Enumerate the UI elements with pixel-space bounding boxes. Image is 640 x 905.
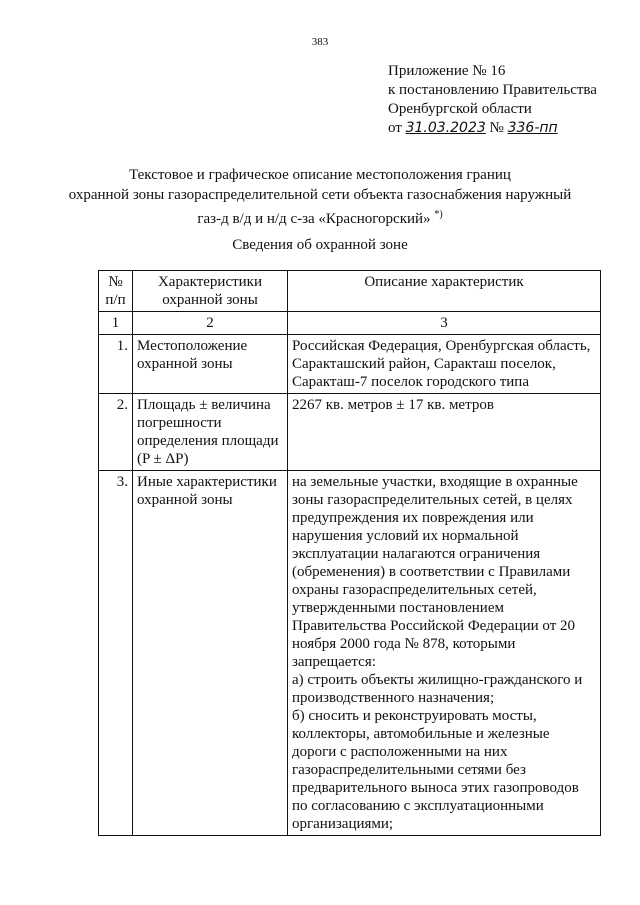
- row-number: 3.: [99, 471, 133, 836]
- number-prefix: №: [489, 120, 504, 136]
- section-subtitle: Сведения об охранной зоне: [232, 237, 408, 253]
- description-paragraph: на земельные участки, входящие в охранные зоны газораспределительных сетей, в целях предупреждения их повреждения или нарушения условий их нормальной эксплуатации налагаются ограничения (обременения) в соответствии с Правилами охраны газораспределительных сетей, утвержденными постановлением Правительства Российской Федерации от 20 ноября 2000 года № 878, которыми запрещается:: [292, 474, 578, 670]
- appendix-header: [388, 62, 597, 138]
- appendix-line-3: Оренбургской области: [388, 101, 532, 117]
- row-number: 1.: [99, 335, 133, 394]
- date-prefix: от: [388, 120, 402, 136]
- row-characteristic: Площадь ± величина погрешности определения площади (P ± ΔP): [133, 394, 288, 471]
- page-number: 383: [311, 36, 329, 48]
- row-description: [288, 394, 601, 471]
- appendix-date-line: [388, 119, 597, 138]
- table-header-row: [99, 271, 601, 312]
- column-number-row: [99, 312, 601, 335]
- handwritten-date: 31.03.2023: [405, 120, 486, 136]
- col-number-2: 2: [133, 312, 288, 335]
- title-line-3-text: газ-д в/д и н/д с-за «Красногорский»: [197, 211, 431, 227]
- col-number-1: 1: [99, 312, 133, 335]
- col-number-3: 3: [288, 312, 601, 335]
- description-paragraph: б) сносить и реконструировать мосты, коллекторы, автомобильные и железные дороги с расположенными на них газораспределительными сетями без предварительного выноса этих газопроводов по согласованию с эксплуатационными организациями;: [292, 708, 579, 832]
- row-description: [288, 335, 601, 394]
- footnote-mark: *): [434, 209, 443, 220]
- table-row: [99, 471, 601, 836]
- appendix-line-2: к постановлению Правительства: [388, 82, 597, 98]
- row-description: [288, 471, 601, 836]
- protection-zone-table: [98, 270, 601, 836]
- document-title: [40, 165, 600, 229]
- row-characteristic: Местоположение охранной зоны: [133, 335, 288, 394]
- header-characteristic: Характеристики охранной зоны: [133, 271, 288, 312]
- description-paragraph: Российская Федерация, Оренбургская область, Саракташский район, Саракташ поселок, Саракташ-7 поселок городского типа: [292, 338, 591, 390]
- title-line-2: охранной зоны газораспределительной сети объекта газоснабжения наружный: [68, 187, 572, 203]
- row-number: 2.: [99, 394, 133, 471]
- appendix-line-1: Приложение № 16: [388, 63, 506, 79]
- title-line-3: [40, 205, 600, 229]
- handwritten-number: 336-пп: [507, 120, 558, 136]
- description-paragraph: а) строить объекты жилищно-гражданского и производственного назначения;: [292, 672, 583, 706]
- table-row: [99, 394, 601, 471]
- title-line-1: Текстовое и графическое описание местоположения границ: [129, 167, 511, 183]
- header-number: № п/п: [99, 271, 133, 312]
- row-characteristic: Иные характеристики охранной зоны: [133, 471, 288, 836]
- table-row: [99, 335, 601, 394]
- description-paragraph: 2267 кв. метров ± 17 кв. метров: [292, 397, 494, 413]
- header-description: Описание характеристик: [288, 271, 601, 312]
